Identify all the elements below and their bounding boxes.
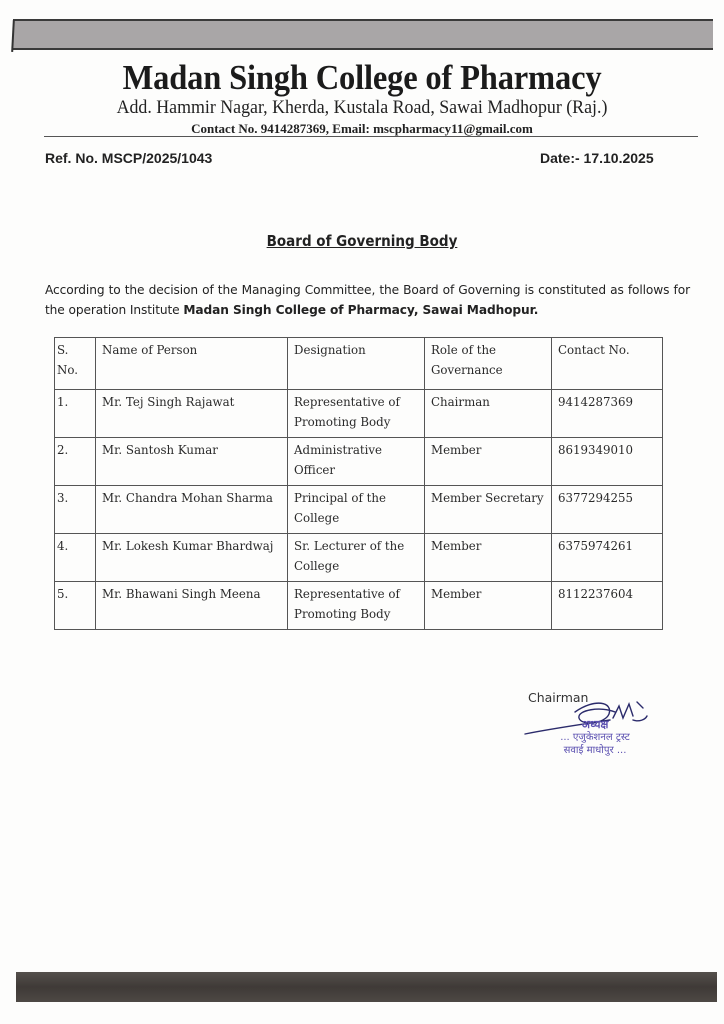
governing-body-table — [54, 337, 663, 630]
cell-designation: Sr. Lecturer of the College — [288, 534, 425, 582]
header-designation: Designation — [288, 338, 425, 390]
header-role: Role of the Governance — [425, 338, 552, 390]
cell-designation: Representative of Promoting Body — [288, 582, 425, 630]
cell-designation: Principal of the College — [288, 486, 425, 534]
intro-text: According to the decision of the Managing Committee, the Board of Governing is constituted as follows for the operation Institute — [45, 283, 690, 317]
table-row — [55, 534, 663, 582]
header-name: Name of Person — [96, 338, 288, 390]
cell-role: Member — [425, 534, 552, 582]
header-contact: Contact No. — [552, 338, 663, 390]
college-name: Madan Singh College of Pharmacy — [122, 58, 602, 97]
cell-role: Chairman — [425, 390, 552, 438]
table-row — [55, 390, 663, 438]
reference-number: Ref. No. MSCP/2025/1043 — [45, 150, 213, 166]
cell-designation: Representative of Promoting Body — [288, 390, 425, 438]
cell-contact: 6377294255 — [552, 486, 663, 534]
cell-sno: 5. — [55, 582, 96, 630]
table-row — [55, 582, 663, 630]
letterhead-divider — [44, 136, 698, 137]
table-header-row — [55, 338, 663, 390]
cell-role: Member — [425, 582, 552, 630]
cell-name: Mr. Santosh Kumar — [96, 438, 288, 486]
letterhead-bottom-band — [16, 972, 717, 1002]
cell-sno: 4. — [55, 534, 96, 582]
cell-name: Mr. Lokesh Kumar Bhardwaj — [96, 534, 288, 582]
official-stamp — [530, 718, 660, 757]
table-row — [55, 486, 663, 534]
cell-contact: 8619349010 — [552, 438, 663, 486]
cell-name: Mr. Tej Singh Rajawat — [96, 390, 288, 438]
cell-name: Mr. Bhawani Singh Meena — [96, 582, 288, 630]
stamp-line: ... एजुकेशनल ट्रस्ट — [560, 732, 630, 743]
header-sno: S. No. — [55, 338, 96, 390]
cell-name: Mr. Chandra Mohan Sharma — [96, 486, 288, 534]
stamp-title: अध्यक्ष — [581, 718, 609, 731]
document-title: Board of Governing Body — [266, 232, 458, 250]
cell-sno: 2. — [55, 438, 96, 486]
cell-role: Member Secretary — [425, 486, 552, 534]
intro-paragraph — [45, 280, 690, 320]
cell-contact: 9414287369 — [552, 390, 663, 438]
cell-sno: 3. — [55, 486, 96, 534]
college-contact: Contact No. 9414287369, Email: mscpharmacy11@gmail.com — [191, 121, 533, 136]
cell-designation: Administrative Officer — [288, 438, 425, 486]
intro-institute-name: Madan Singh College of Pharmacy, Sawai Madhopur. — [183, 303, 539, 317]
letterhead-top-band — [13, 19, 713, 50]
document-date: Date:- 17.10.2025 — [540, 150, 654, 166]
cell-sno: 1. — [55, 390, 96, 438]
signatory-label: Chairman — [528, 690, 589, 705]
cell-contact: 8112237604 — [552, 582, 663, 630]
stamp-line: सवाई माधोपुर ... — [563, 745, 627, 756]
college-address: Add. Hammir Nagar, Kherda, Kustala Road, Sawai Madhopur (Raj.) — [116, 97, 608, 118]
cell-role: Member — [425, 438, 552, 486]
cell-contact: 6375974261 — [552, 534, 663, 582]
table-row — [55, 438, 663, 486]
